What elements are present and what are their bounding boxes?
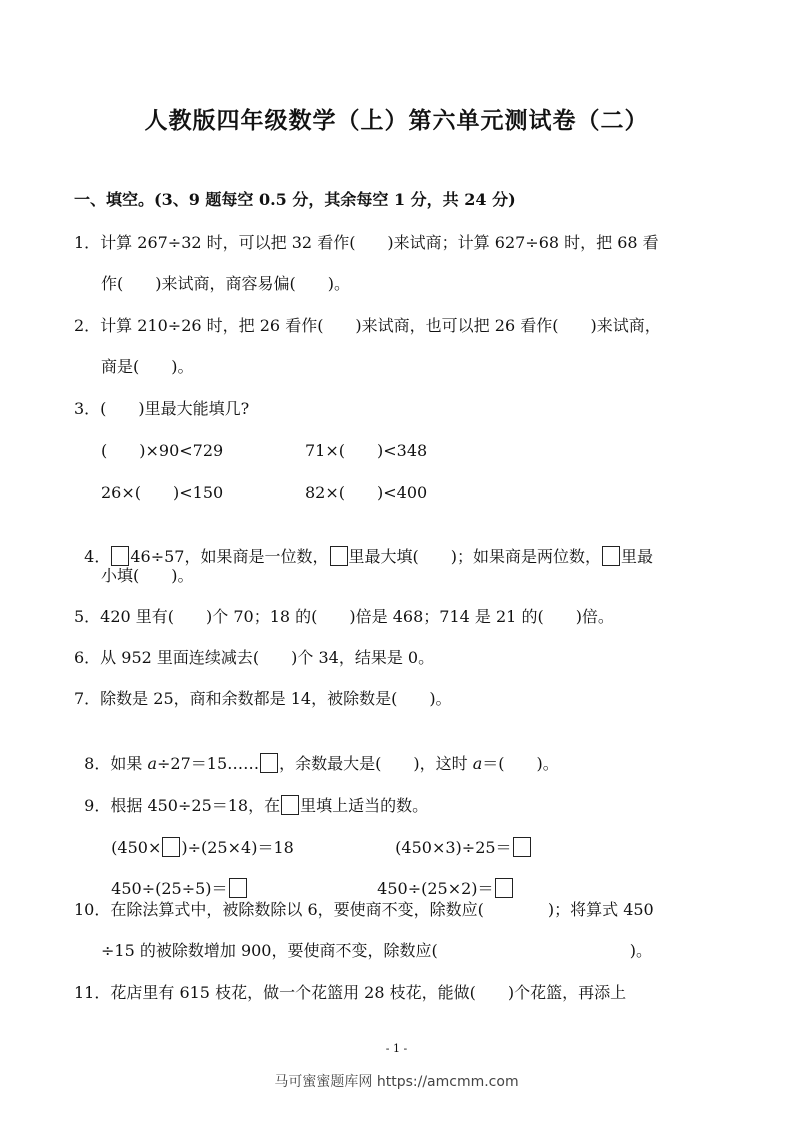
question-6: 6．从 952 里面连续减去( )个 34，结果是 0。: [74, 648, 435, 667]
question-7: 7．除数是 25，商和余数都是 14，被除数是( )。: [74, 689, 452, 708]
question-1-line-2: 作( )来试商，商容易偏( )。: [101, 274, 350, 293]
question-4-number: 4．: [84, 547, 111, 566]
question-9-text-1: 9．根据 450÷25＝18，在: [84, 796, 281, 815]
question-4-text-2: 里最大填( )；如果商是两位数，: [348, 547, 601, 566]
question-1-line-1: 1．计算 267÷32 时，可以把 32 看作( )来试商；计算 627÷68 时，把 68 看: [74, 233, 659, 252]
answer-box: [602, 546, 620, 566]
question-4-text-1: 46÷57，如果商是一位数，: [130, 547, 329, 566]
question-8-text-3: ，余数最大是( )，这时: [279, 754, 473, 773]
question-10-line-1: 10．在除法算式中，被除数除以 6，要使商不变，除数应( )；将算式 450: [74, 900, 654, 919]
question-3-prompt: 3．( )里最大能填几?: [74, 399, 250, 418]
question-3-expr-2: 71×( )<348: [305, 441, 428, 460]
page-title: 人教版四年级数学（上）第六单元测试卷（二）: [144, 107, 649, 134]
question-8: [74, 731, 559, 775]
variable-a: a: [472, 754, 483, 773]
question-2-line-1: 2．计算 210÷26 时，把 26 看作( )来试商，也可以把 26 看作( )来试商，: [74, 316, 661, 335]
question-5: 5．420 里有( )个 70；18 的( )倍是 468；714 是 21 的( )倍。: [74, 607, 614, 626]
answer-box: [495, 878, 513, 898]
question-4-text-3: 里最: [621, 547, 654, 566]
expr-text: 450÷(25×2)＝: [377, 879, 494, 898]
question-9-expr-2: [385, 815, 532, 859]
question-9-text-2: 里填上适当的数。: [300, 796, 429, 815]
expr-text: )÷(25×4)＝18: [181, 838, 294, 857]
expr-text: 450÷(25÷5)＝: [111, 879, 228, 898]
answer-box: [330, 546, 348, 566]
question-9-expr-3: [101, 856, 248, 900]
answer-box: [229, 878, 247, 898]
expr-text: (450×: [111, 838, 162, 857]
variable-a: a: [147, 754, 157, 773]
question-8-text-4: ＝( )。: [482, 754, 559, 773]
question-2-line-2: 商是( )。: [101, 357, 194, 376]
expr-text: (450×3)÷25＝: [395, 838, 512, 857]
answer-box: [281, 795, 299, 815]
footer-watermark: 马可蜜蜜题库网 https://amcmm.com: [274, 1074, 519, 1090]
question-3-expr-1: ( )×90<729: [101, 441, 224, 460]
question-4-line-1: [74, 524, 653, 568]
question-3-expr-3: 26×( )<150: [101, 483, 224, 502]
question-4-line-2: 小填( )。: [101, 566, 194, 585]
question-9-prompt: [74, 773, 428, 817]
question-9-expr-4: [367, 856, 514, 900]
question-9-expr-1: [101, 815, 294, 859]
answer-box: [260, 753, 278, 773]
answer-box: [162, 837, 180, 857]
question-11: 11．花店里有 615 枝花，做一个花篮用 28 枝花，能做( )个花篮，再添上: [74, 983, 627, 1002]
question-8-text-2: ÷27＝15……: [157, 754, 260, 773]
question-3-expr-4: 82×( )<400: [305, 483, 428, 502]
question-8-text-1: 8．如果: [84, 754, 148, 773]
answer-box: [513, 837, 531, 857]
section-heading: 一、填空。(3、9 题每空 0.5 分，其余每空 1 分，共 24 分): [74, 190, 516, 209]
answer-box: [111, 546, 129, 566]
question-10-line-2: ÷15 的被除数增加 900，要使商不变，除数应( )。: [101, 941, 652, 960]
page-number: - 1 -: [385, 1042, 408, 1055]
